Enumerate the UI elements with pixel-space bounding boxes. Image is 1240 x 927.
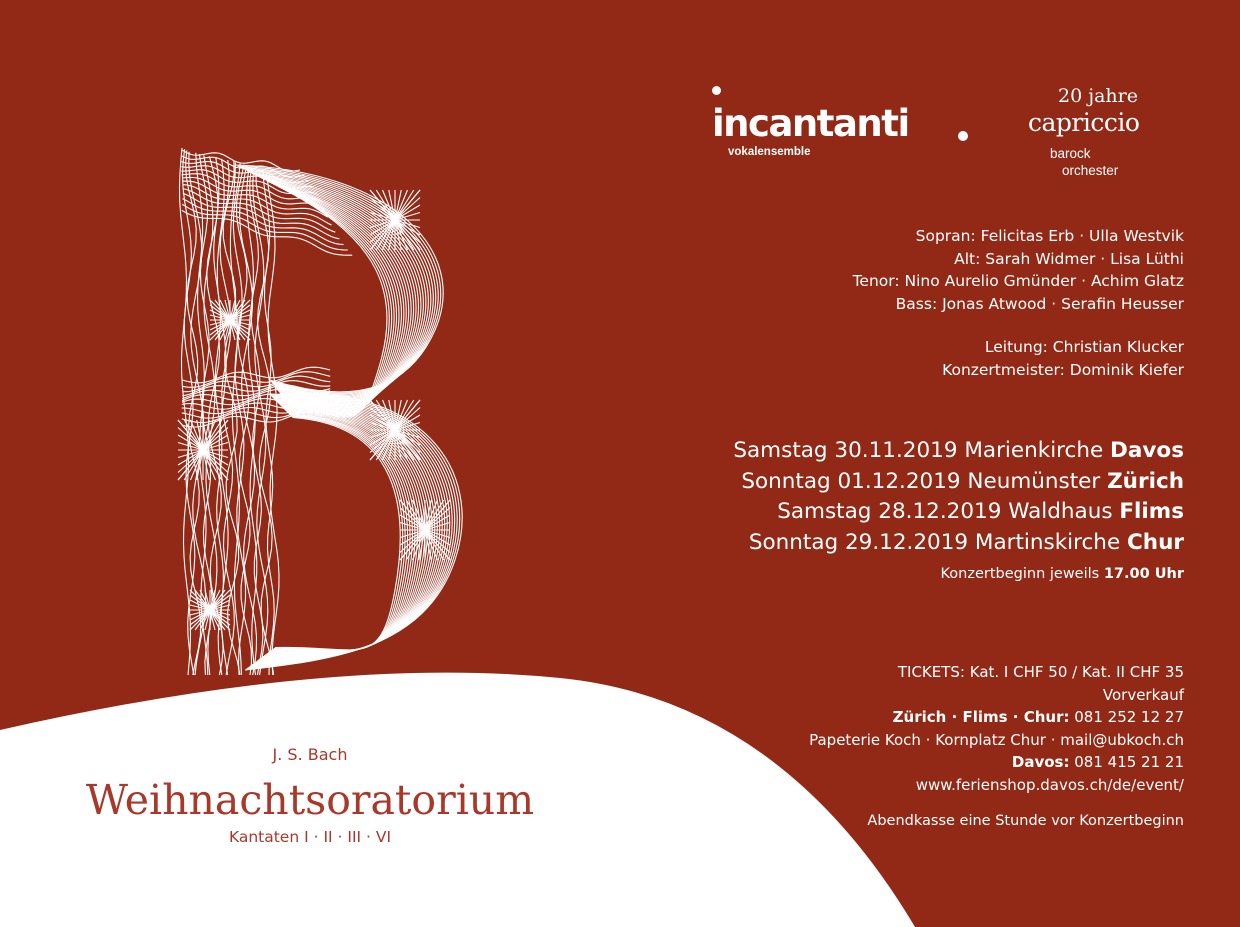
capriccio-line-barock: barock	[1050, 146, 1091, 161]
concert-date-row	[733, 497, 1184, 528]
capriccio-line-orchester: orchester	[1062, 163, 1119, 178]
vorverkauf-zfc-phone: 081 252 12 27	[1069, 708, 1184, 726]
vorverkauf-zfc-label: Zürich · Flims · Chur:	[892, 708, 1070, 726]
logo-dot-icon	[958, 131, 968, 141]
capriccio-logo	[1020, 84, 1170, 184]
work-title: Weihnachtsoratorium	[85, 776, 535, 824]
concert-city: Chur	[1127, 529, 1184, 555]
leitung-line: Leitung: Christian Klucker	[984, 338, 1184, 356]
capriccio-wordmark: capriccio	[1028, 108, 1140, 137]
ticket-url: www.ferienshop.davos.ch/de/event/	[915, 775, 1184, 794]
composer: J. S. Bach	[272, 745, 348, 764]
vorverkauf-davos-row	[809, 751, 1184, 774]
concert-date-row	[733, 467, 1184, 498]
start-label: Konzertbeginn jeweils	[940, 566, 1104, 582]
start-time: 17.00 Uhr	[1103, 566, 1184, 582]
vorverkauf-label: Vorverkauf	[1102, 685, 1184, 704]
vorverkauf-davos-phone: 081 415 21 21	[1069, 753, 1184, 771]
soloists-list	[853, 225, 1184, 315]
concert-date-venue: Sonntag 01.12.2019 Neumünster	[741, 468, 1108, 494]
soloist-bass: Bass: Jonas Atwood · Serafin Heusser	[895, 294, 1184, 313]
concert-date-row	[733, 528, 1184, 559]
konzertmeister-line: Konzertmeister: Dominik Kiefer	[942, 360, 1184, 379]
concert-date-venue: Sonntag 29.12.2019 Martinskirche	[748, 529, 1127, 555]
papeterie-line: Papeterie Koch · Kornplatz Chur · mail@ubkoch.ch	[809, 730, 1184, 749]
concert-date-venue: Samstag 30.11.2019 Marienkirche	[733, 438, 1111, 463]
vorverkauf-zfc-row	[809, 706, 1184, 729]
incantanti-subtitle: vokalensemble	[728, 146, 811, 158]
vorverkauf-davos-label: Davos:	[1011, 753, 1070, 771]
incantanti-wordmark: incantanti	[712, 102, 909, 145]
concert-city: Flims	[1119, 499, 1184, 524]
tickets-info	[809, 661, 1184, 796]
concert-date-venue: Samstag 28.12.2019 Waldhaus	[777, 499, 1120, 524]
incantanti-logo	[712, 84, 972, 164]
soloist-alt: Alt: Sarah Widmer · Lisa Lüthi	[954, 249, 1184, 268]
b-letter-ornament	[178, 148, 462, 675]
kantaten-line: Kantaten I · II · III · VI	[228, 828, 392, 846]
abendkasse-line: Abendkasse eine Stunde vor Konzertbeginn	[867, 813, 1184, 829]
soloist-sopran: Sopran: Felicitas Erb · Ulla Westvik	[915, 227, 1184, 245]
direction-list	[942, 336, 1184, 381]
soloist-tenor: Tenor: Nino Aurelio Gmünder · Achim Glatz	[852, 272, 1184, 290]
ticket-prices: TICKETS: Kat. I CHF 50 / Kat. II CHF 35	[897, 663, 1184, 681]
concert-start-time	[941, 563, 1185, 585]
concert-city: Davos	[1110, 438, 1184, 463]
concert-dates	[733, 436, 1184, 558]
concert-date-row	[733, 436, 1184, 467]
logo-dot-icon	[712, 86, 721, 95]
capriccio-anniversary: 20 jahre	[1058, 85, 1138, 107]
concert-city: Zürich	[1107, 468, 1184, 494]
